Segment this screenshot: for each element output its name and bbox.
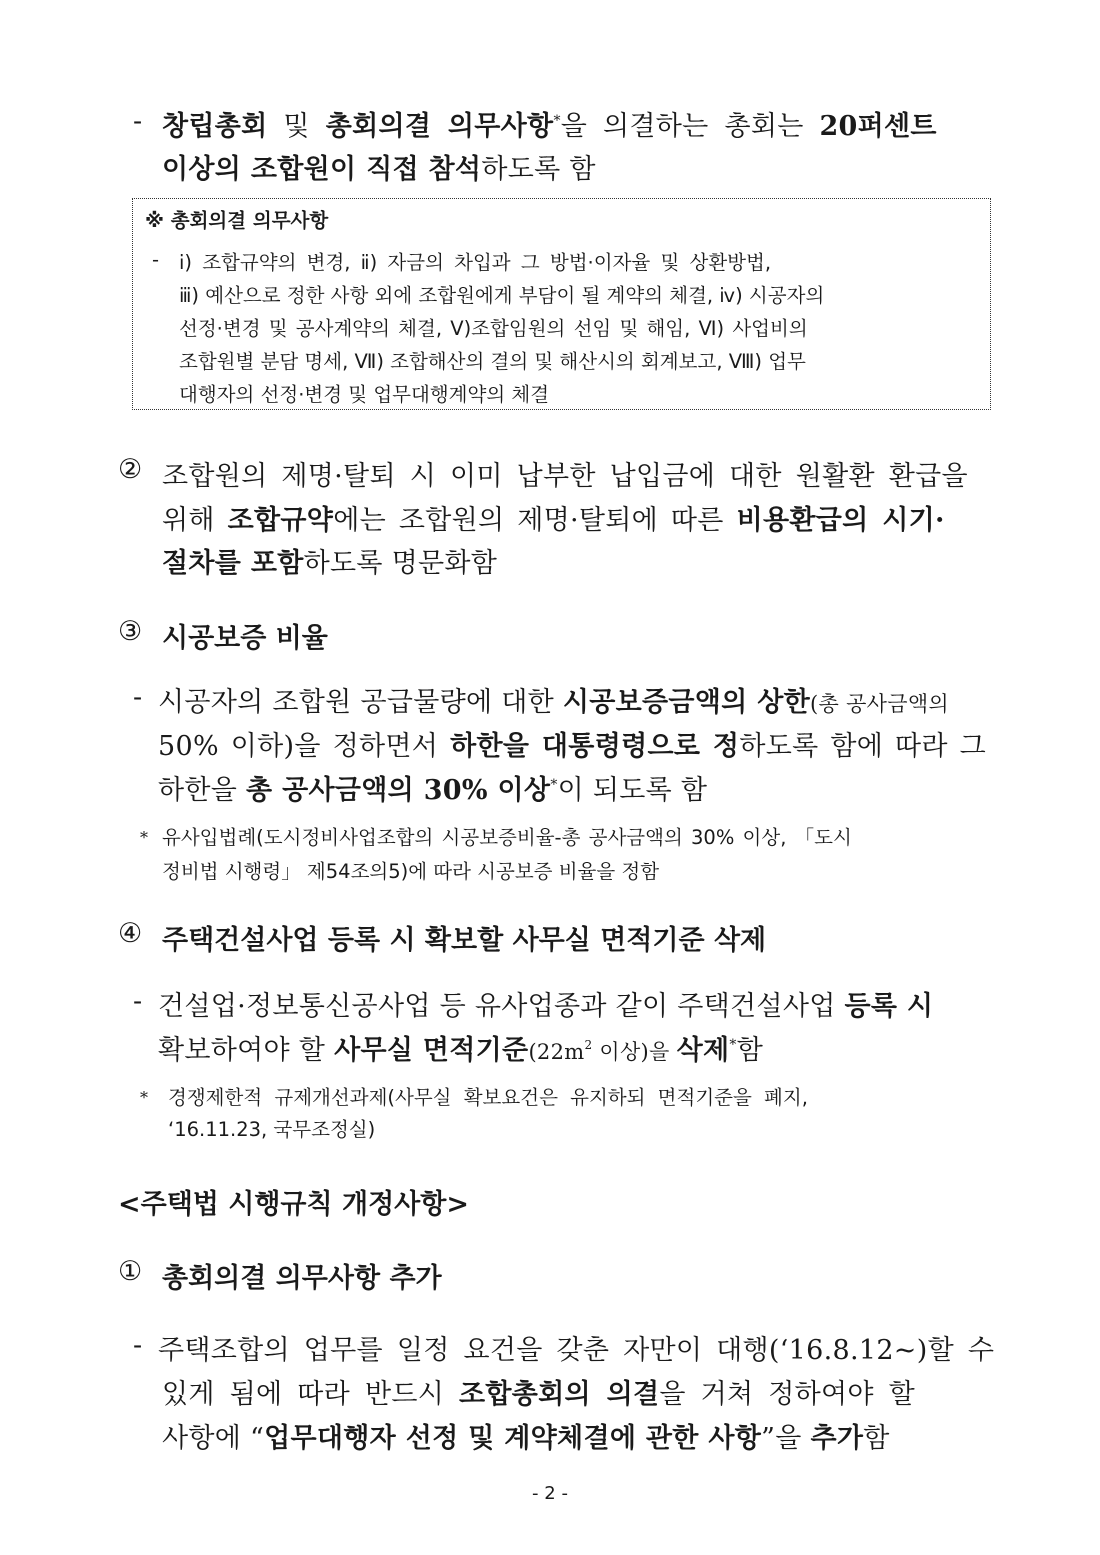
section-rule-1-line-2: 있게 됨에 따라 반드시 조합총회의 의결을 거쳐 정하여야 할 [162,1379,916,1410]
rule-heading: <주택법 시행규칙 개정사항> [118,1189,469,1220]
section-3-note-line-1: 유사입법례(도시정비사업조합의 시공보증비율-총 공사금액의 30% 이상, 「도시 [162,826,852,849]
note-box-line-3: 선정·변경 및 공사계약의 체결, Ⅴ)조합임원의 선임 및 해임, Ⅵ) 사업비의 [179,317,808,340]
note-box-title: ※ 총회의결 의무사항 [145,209,329,232]
section-2-line-1: 조합원의 제명·탈퇴 시 이미 납부한 납입금에 대한 원활환 환급을 [162,461,968,492]
section-3-note-mark: * [140,828,148,847]
section-rule-1-line-3: 사항에 “업무대행자 선정 및 계약체결에 관한 사항”을 추가함 [162,1423,890,1454]
section-4-line-2: 확보하여야 할 사무실 면적기준($22m^2$ 이상)을 삭제*함 [158,1035,764,1066]
section-2-line-2: 위해 조합규약에는 조합원의 제명·탈퇴에 따른 비용환급의 시기· [162,505,945,536]
section-3-line-1: 시공자의 조합원 공급물량에 대한 시공보증금액의 상한(총 공사금액의 [158,687,950,718]
section-2-number: ② [118,454,143,485]
section-4-note-line-1: 경쟁제한적 규제개선과제(사무실 확보요건은 유지하되 면적기준을 폐지, [168,1086,808,1109]
section-3-line-2: 50% 이하)을 정하면서 하한을 대통령령으로 정하도록 함에 따라 그 [158,731,987,762]
bullet-dash: - [133,986,143,1017]
intro-line-1: 창립총회 및 총회의결 의무사항*을 의결하는 총회는 20퍼센트 [162,111,937,142]
note-box-dash: - [152,248,160,271]
section-3-line-3: 하한을 총 공사금액의 30% 이상*이 되도록 함 [158,775,708,806]
section-3-title: 시공보증 비율 [162,623,328,654]
section-3-note-line-2: 정비법 시행령」 제54조의5)에 따라 시공보증 비율을 정함 [162,860,660,883]
section-2-line-3: 절차를 포함하도록 명문화함 [162,548,498,579]
section-4-line-1: 건설업·정보통신공사업 등 유사업종과 같이 주택건설사업 등록 시 [158,991,934,1022]
section-rule-1-line-1: 주택조합의 업무를 일정 요건을 갖춘 자만이 대행(‘16.8.12~)할 수 [158,1335,995,1366]
note-box-line-5: 대행자의 선정·변경 및 업무대행계약의 체결 [179,383,550,406]
bullet-dash: - [133,1330,143,1361]
bullet-dash: - [133,682,143,713]
section-4-title: 주택건설사업 등록 시 확보할 사무실 면적기준 삭제 [162,925,767,956]
section-rule-1-number: ① [118,1256,143,1287]
note-box-line-1: ⅰ) 조합규약의 변경, ⅱ) 자금의 차입과 그 방법·이자율 및 상환방법, [179,251,772,274]
obligation-note-box [132,198,991,410]
note-box-line-2: ⅲ) 예산으로 정한 사항 외에 조합원에게 부담이 될 계약의 체결, ⅳ) 시공자의 [179,284,825,307]
page-number: - 2 - [532,1483,568,1504]
section-4-number: ④ [118,918,143,949]
bullet-dash: - [133,106,143,137]
note-box-line-4: 조합원별 분담 명세, Ⅶ) 조합해산의 결의 및 해산시의 회계보고, Ⅷ) 업무 [179,350,806,373]
section-rule-1-title: 총회의결 의무사항 추가 [162,1263,442,1294]
section-3-number: ③ [118,616,143,647]
intro-line-2: 이상의 조합원이 직접 참석하도록 함 [162,154,596,185]
section-4-note-line-2: ‘16.11.23, 국무조정실) [168,1118,376,1141]
section-4-note-mark: * [140,1088,148,1107]
